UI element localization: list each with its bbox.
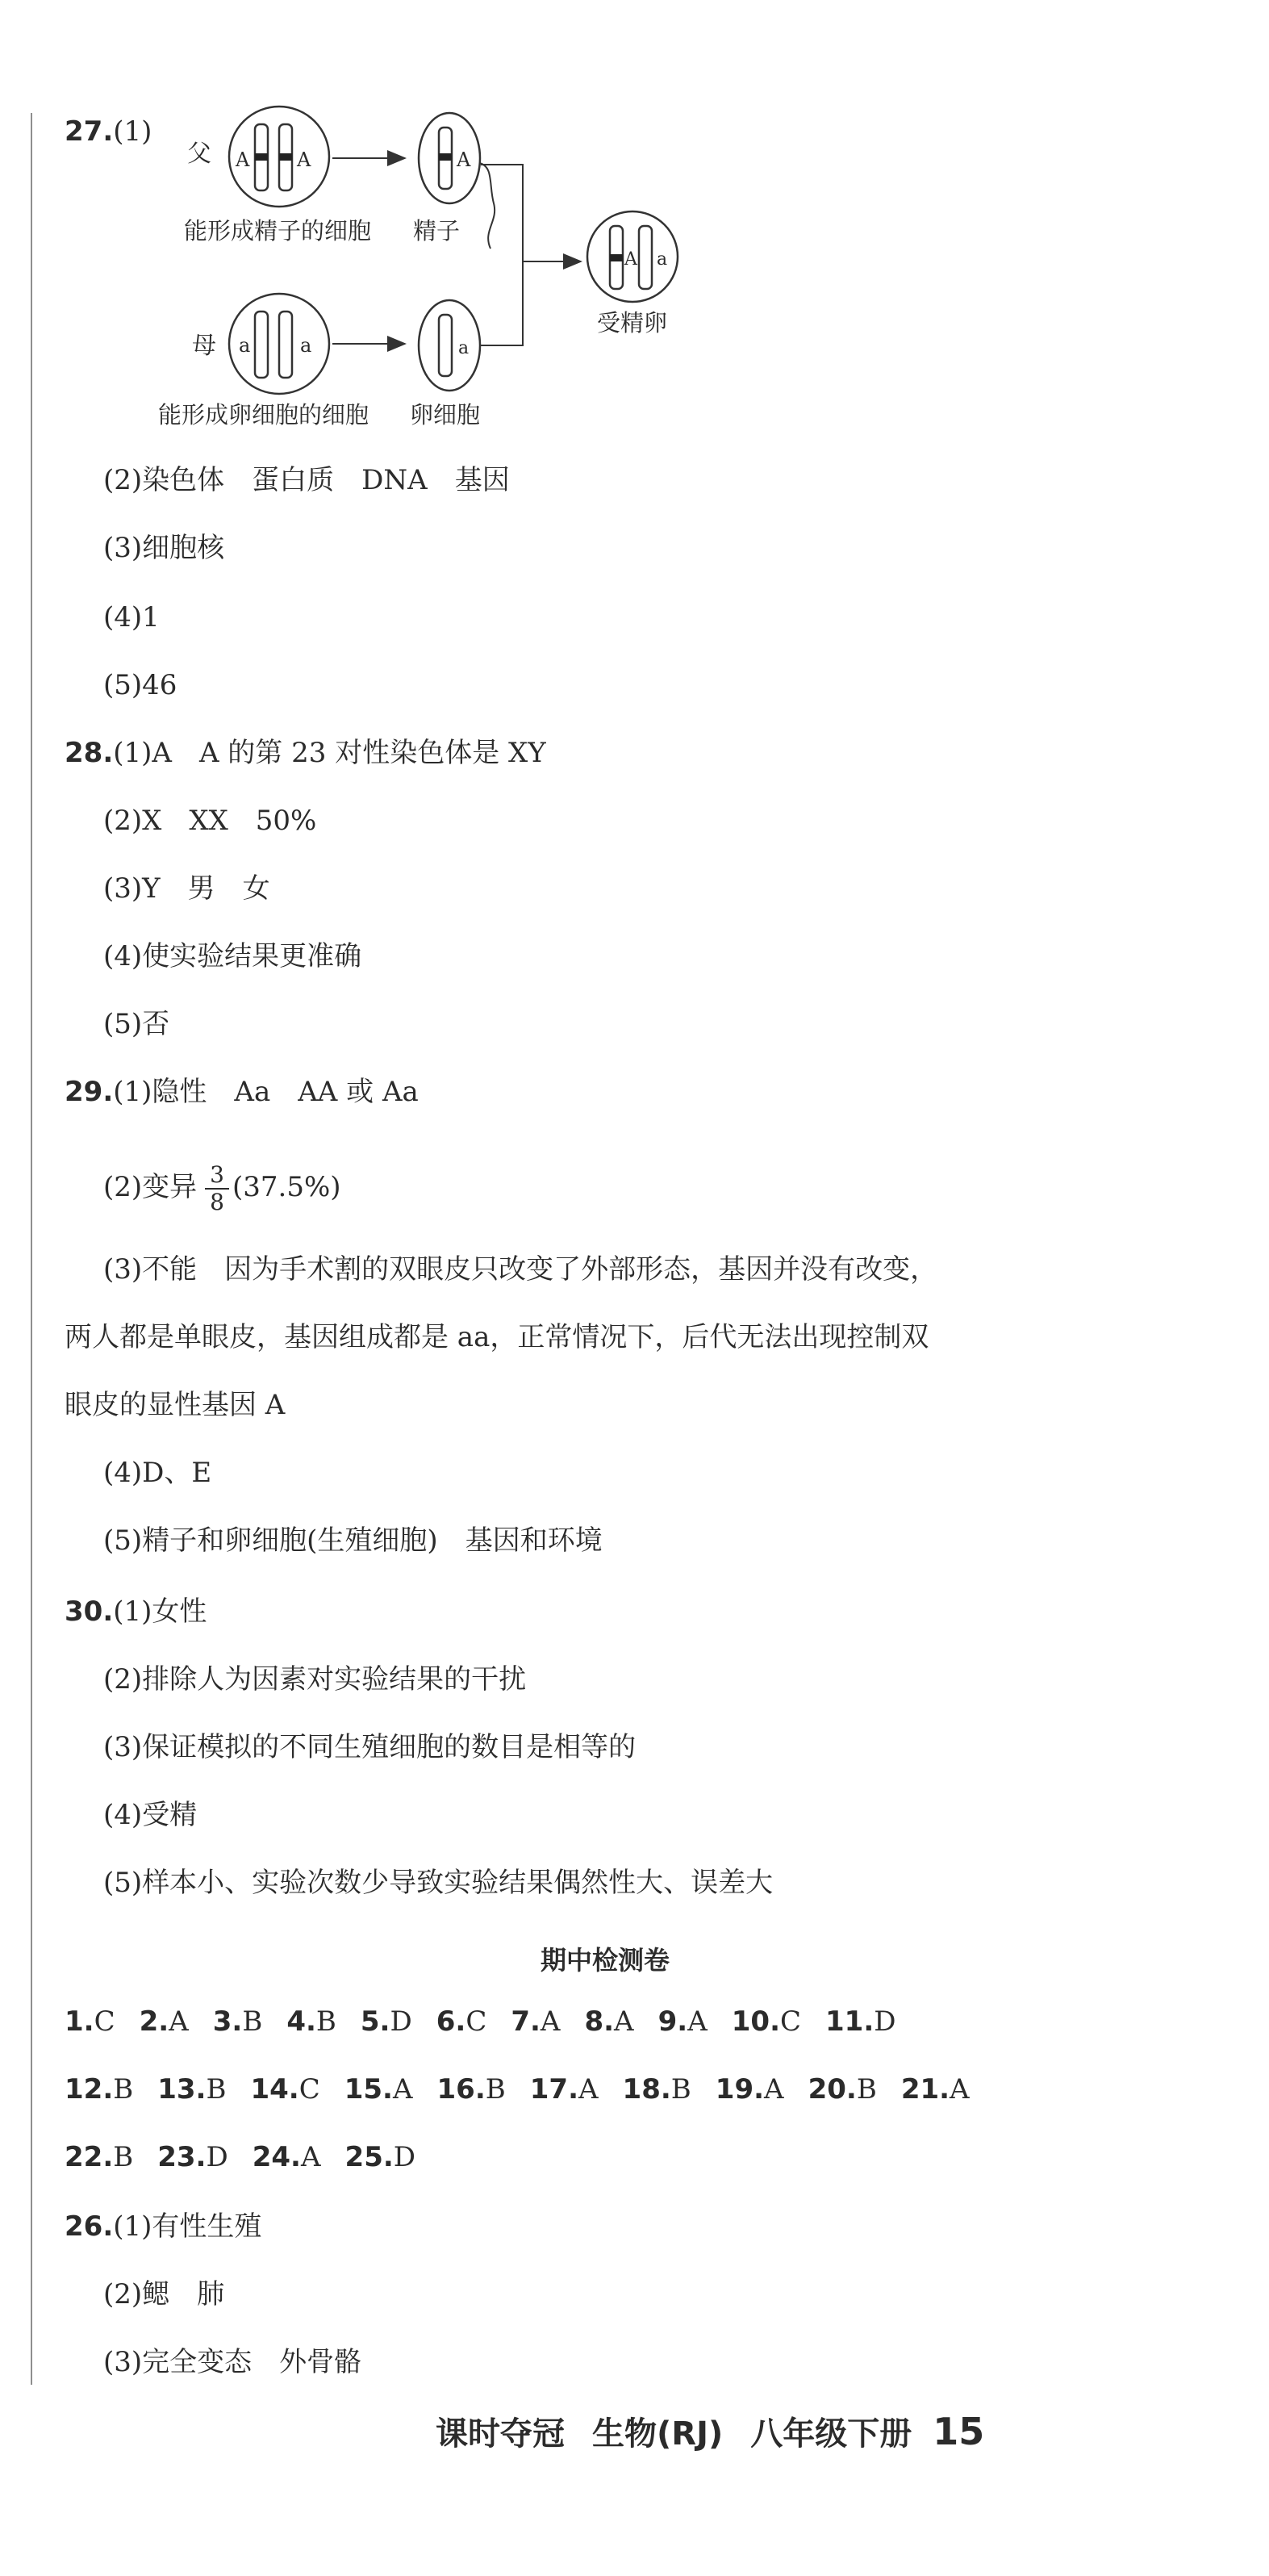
mc-question-number: 15. — [344, 2073, 393, 2106]
book-title: 课时夺冠 — [436, 2415, 565, 2453]
mc-question-number: 16. — [436, 2073, 486, 2106]
father-cell — [229, 107, 329, 207]
mc-answer — [345, 2139, 416, 2176]
mc-question-number: 24. — [252, 2141, 301, 2173]
grade-label: 八年级下册 — [750, 2415, 912, 2453]
mc-answer-letter: B — [315, 2005, 336, 2038]
allele-label: a — [300, 334, 312, 357]
egg-label: 卵细胞 — [410, 401, 481, 429]
q26-number: 26. — [65, 2210, 114, 2243]
mc-question-number: 4. — [286, 2005, 316, 2038]
mc-answer-letter: D — [874, 2005, 896, 2038]
mc-answer-letter: A — [578, 2073, 599, 2106]
mc-answer — [808, 2071, 877, 2108]
fraction — [205, 1162, 229, 1215]
fraction-numerator: 3 — [205, 1162, 229, 1190]
mc-answer — [716, 2071, 784, 2108]
q27-part3: (3)细胞核 — [103, 532, 225, 564]
mc-question-number: 12. — [65, 2073, 114, 2106]
sperm-parent-cell-label: 能形成精子的细胞 — [184, 217, 372, 245]
mc-answer — [530, 2071, 599, 2108]
mc-question-number: 11. — [825, 2005, 875, 2038]
q30-part1 — [65, 1593, 1237, 1630]
mc-answer — [623, 2071, 691, 2108]
q27-part4: (4)1 — [103, 601, 160, 634]
mc-answer-letter: D — [390, 2005, 412, 2038]
allele-label: A — [236, 148, 250, 171]
q26-part3: (3)完全变态 外骨骼 — [103, 2346, 362, 2378]
zygote-cell — [587, 211, 678, 302]
q30-number: 30. — [65, 1595, 114, 1628]
mc-question-number: 17. — [529, 2073, 578, 2106]
mc-question-number: 14. — [250, 2073, 299, 2106]
q29-part2-prefix: (2)变异 — [103, 1171, 198, 1203]
q29-number: 29. — [65, 1076, 114, 1108]
allele-label: a — [657, 249, 668, 270]
q29-part3-line1: (3)不能 因为手术割的双眼皮只改变了外部形态，基因并没有改变， — [103, 1253, 938, 1286]
mc-answer — [361, 2003, 412, 2040]
mc-answer-letter: B — [856, 2073, 877, 2106]
mc-answer — [65, 2003, 115, 2040]
mc-answer-letter: D — [393, 2141, 416, 2173]
father-label: 父 — [187, 140, 211, 168]
q29-part3-line2: 两人都是单眼皮，基因组成都是 aa，正常情况下，后代无法出现控制双 — [65, 1321, 929, 1353]
q28-number: 28. — [65, 737, 114, 769]
mc-question-number: 23. — [157, 2141, 207, 2173]
q27-part2: (2)染色体 蛋白质 DNA 基因 — [103, 464, 510, 496]
allele-label: A — [297, 148, 311, 171]
allele-label: A — [457, 148, 471, 171]
egg-cell — [419, 300, 480, 391]
q28-part5: (5)否 — [103, 1008, 170, 1040]
mc-answer-letter: C — [779, 2005, 801, 2038]
mc-question-number: 7. — [511, 2005, 541, 2038]
q30-part4: (4)受精 — [103, 1799, 198, 1831]
mc-answer-letter: B — [113, 2073, 134, 2106]
section-title: 期中检测卷 — [540, 1945, 670, 1976]
mc-answer — [157, 2071, 226, 2108]
mc-answer-letter: A — [764, 2073, 784, 2106]
mc-answer — [286, 2003, 336, 2040]
mc-question-number: 6. — [436, 2005, 466, 2038]
allele-label: A — [624, 249, 637, 270]
q27-part5: (5)46 — [103, 669, 177, 701]
mc-answer-letter: A — [614, 2005, 634, 2038]
mc-question-number: 20. — [808, 2073, 857, 2106]
mc-answer-letter: A — [300, 2141, 321, 2173]
allele-label: a — [458, 338, 470, 358]
q26-part1 — [65, 2208, 1237, 2245]
mc-answer — [437, 2071, 506, 2108]
mc-answer — [511, 2003, 560, 2040]
q26-part2: (2)鳃 肺 — [103, 2278, 225, 2310]
subject-label: 生物(RJ) — [592, 2415, 724, 2453]
q30-part2: (2)排除人为因素对实验结果的干扰 — [103, 1663, 527, 1696]
q29-part4: (4)D、E — [103, 1457, 212, 1489]
mc-question-number: 5. — [360, 2005, 390, 2038]
q29-part3-line3: 眼皮的显性基因 A — [65, 1389, 286, 1421]
mc-answer-letter: B — [485, 2073, 506, 2106]
sperm-cell — [419, 113, 480, 203]
sperm-label: 精子 — [413, 217, 461, 245]
mc-question-number: 3. — [212, 2005, 243, 2038]
zygote-label: 受精卵 — [597, 309, 668, 337]
egg-parent-cell-label: 能形成卵细胞的细胞 — [158, 401, 369, 429]
q28-part3: (3)Y 男 女 — [103, 872, 270, 905]
fraction-denominator: 8 — [210, 1189, 224, 1215]
q28-part2: (2)X XX 50% — [103, 805, 317, 837]
q27-part1-label: (1) — [113, 115, 152, 148]
mc-question-number: 25. — [344, 2141, 394, 2173]
q27-number: 27. — [65, 115, 114, 148]
q30-part3: (3)保证模拟的不同生殖细胞的数目是相等的 — [103, 1731, 637, 1763]
connector-line — [481, 165, 523, 345]
margin-rule — [31, 113, 32, 2385]
mc-question-number: 8. — [584, 2005, 615, 2038]
mother-label: 母 — [192, 332, 216, 360]
mc-question-number: 21. — [900, 2073, 950, 2106]
mc-answer — [65, 2071, 133, 2108]
mc-answer-letter: A — [540, 2005, 561, 2038]
mc-answer — [157, 2139, 228, 2176]
mc-answer-letter: C — [465, 2005, 487, 2038]
q29-part1 — [65, 1073, 1237, 1110]
mc-answer — [344, 2071, 413, 2108]
mc-answer-row — [65, 2071, 994, 2108]
q28-part1-text: (1)A A 的第 23 对性染色体是 XY — [113, 737, 546, 769]
page-number: 15 — [933, 2410, 985, 2453]
page-footer — [436, 2409, 984, 2457]
q28-part1 — [65, 734, 1237, 772]
mc-answer — [732, 2003, 801, 2040]
mc-question-number: 13. — [157, 2073, 207, 2106]
mc-answer-letter: B — [113, 2141, 134, 2173]
q26-part1-text: (1)有性生殖 — [113, 2210, 262, 2243]
q28-part4: (4)使实验结果更准确 — [103, 940, 362, 972]
mc-answer — [825, 2003, 896, 2040]
q29-part2 — [103, 1162, 1237, 1215]
q30-part5: (5)样本小、实验次数少导致实验结果偶然性大、误差大 — [103, 1867, 774, 1899]
mc-answer — [901, 2071, 970, 2108]
fertilization-diagram — [0, 97, 726, 444]
q30-part1-text: (1)女性 — [113, 1595, 207, 1628]
q29-part2-suffix: (37.5%) — [232, 1171, 341, 1203]
mc-answer-letter: B — [242, 2005, 263, 2038]
mc-question-number: 10. — [731, 2005, 780, 2038]
mc-answer-row — [65, 2003, 920, 2040]
mother-cell — [229, 294, 329, 394]
mc-answer — [658, 2003, 708, 2040]
mc-answer-letter: D — [206, 2141, 228, 2173]
mc-question-number: 2. — [139, 2005, 169, 2038]
mc-answer-letter: C — [298, 2073, 320, 2106]
mc-answer — [253, 2139, 321, 2176]
mc-answer — [436, 2003, 487, 2040]
mc-answer-letter: A — [950, 2073, 970, 2106]
mc-answer-letter: A — [169, 2005, 189, 2038]
sperm-tail — [479, 163, 495, 249]
mc-answer-letter: C — [94, 2005, 115, 2038]
mc-answer-letter: B — [670, 2073, 691, 2106]
mc-answer — [140, 2003, 189, 2040]
mc-answer — [213, 2003, 263, 2040]
mc-question-number: 18. — [622, 2073, 671, 2106]
allele-label: a — [239, 334, 251, 357]
mc-answer-letter: A — [392, 2073, 413, 2106]
mc-question-number: 19. — [715, 2073, 765, 2106]
mc-question-number: 9. — [657, 2005, 688, 2038]
mc-answer — [250, 2071, 319, 2108]
mc-question-number: 1. — [65, 2005, 94, 2038]
q29-part1-text: (1)隐性 Aa AA 或 Aa — [113, 1076, 419, 1108]
mc-answer — [584, 2003, 633, 2040]
mc-answer-letter: A — [687, 2005, 708, 2038]
q29-part5: (5)精子和卵细胞(生殖细胞) 基因和环境 — [103, 1524, 603, 1557]
mc-answer-row — [65, 2139, 440, 2176]
mc-question-number: 22. — [65, 2141, 114, 2173]
mc-answer — [65, 2139, 133, 2176]
mc-answer-letter: B — [206, 2073, 227, 2106]
